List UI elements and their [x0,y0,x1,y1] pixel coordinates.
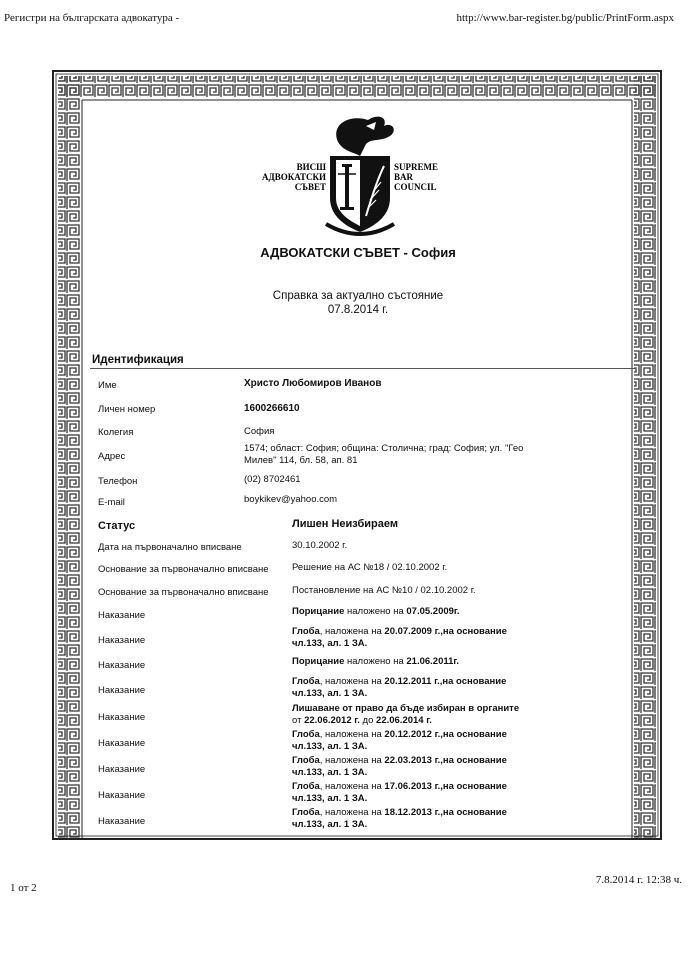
college-value: София [244,426,275,437]
penalty-label: Наказание [98,738,146,749]
penalty-value: Глоба, наложена на 22.03.2013 г.,на основание чл.133, ал. 1 ЗА. [292,755,507,778]
penalty-label: Наказание [98,685,146,696]
basis-label-2: Основание за първоначално вписване [98,587,269,598]
first-entry-label: Дата на първоначално вписване [98,542,242,553]
penalty-label: Наказание [98,660,146,671]
section-divider [90,368,636,369]
logo-text-left-1: ВИСШ [296,162,326,172]
college-label: Колегия [98,427,134,438]
status-label: Статус [98,520,136,532]
supreme-bar-council-logo [262,112,440,242]
penalty-label: Наказание [98,610,146,621]
logo-text-right-2: BAR [394,172,414,182]
email-value: boykikev@yahoo.com [244,494,338,505]
penalty-value: Лишаване от право да бъде избиран в органите от 22.06.2012 г. до 22.06.2014 г. [292,703,520,726]
penalty-value: Порицание наложено на 07.05.2009г. [292,606,460,617]
penalty-label: Наказание [98,816,146,827]
penalty-value: Глоба, наложена на 17.06.2013 г.,на основание чл.133, ал. 1 ЗА. [292,781,507,804]
print-header-url: http://www.bar-register.bg/public/PrintForm.aspx [456,12,674,24]
print-footer-page: 1 от 2 [10,882,37,894]
logo-text-left-2: АДВОКАТСКИ [262,172,326,182]
penalty-label: Наказание [98,764,146,775]
penalty-value: Глоба, наложена на 20.12.2012 г.,на основание чл.133, ал. 1 ЗА. [292,729,507,752]
penalty-value: Глоба, наложена на 20.12.2011 г.,на основание чл.133, ал. 1 ЗА. [292,676,507,699]
section-heading-identification: Идентификация [92,354,184,366]
status-value: Лишен Неизбираем [292,518,398,530]
logo-text-right-1: SUPREME [394,162,439,172]
phone-value: (02) 8702461 [244,474,301,485]
print-footer-datetime: 7.8.2014 г. 12:38 ч. [595,874,682,886]
phone-label: Телефон [98,476,138,487]
pin-value: 1600266610 [244,403,300,414]
document-title: АДВОКАТСКИ СЪВЕТ - София [260,245,456,260]
basis-value-1: Решение на АС №18 / 02.10.2002 г. [292,562,448,573]
address-value-line1: 1574; област: София; община: Столична; град: София; ул. "Гео [244,443,524,454]
penalty-label: Наказание [98,635,146,646]
basis-label-1: Основание за първоначално вписване [98,564,269,575]
address-value-line2: Милев" 114, бл. 58, ап. 81 [244,455,358,466]
document-date: 07.8.2014 г. [327,304,389,316]
print-header-title: Регистри на българската адвокатура - [4,12,180,24]
basis-value-2: Постановление на АС №10 / 02.10.2002 г. [292,585,476,596]
pin-label: Личен номер [98,404,156,415]
email-label: E-mail [98,497,125,508]
penalty-label: Наказание [98,790,146,801]
document-subtitle: Справка за актуално състояние [272,290,444,302]
penalty-value: Глоба, наложена на 20.07.2009 г.,на основание чл.133, ал. 1 ЗА. [292,626,507,649]
name-label: Име [98,380,117,391]
logo-text-left-3: СЪВЕТ [294,182,326,192]
penalty-value: Порицание наложено на 21.06.2011г. [292,656,460,667]
first-entry-value: 30.10.2002 г. [292,540,348,551]
penalty-label: Наказание [98,712,146,723]
logo-text-right-3: COUNCIL [394,182,437,192]
name-value: Христо Любомиров Иванов [244,378,382,389]
penalty-value: Глоба, наложена на 18.12.2013 г.,на основание чл.133, ал. 1 ЗА. [292,807,507,830]
address-label: Адрес [98,451,126,462]
